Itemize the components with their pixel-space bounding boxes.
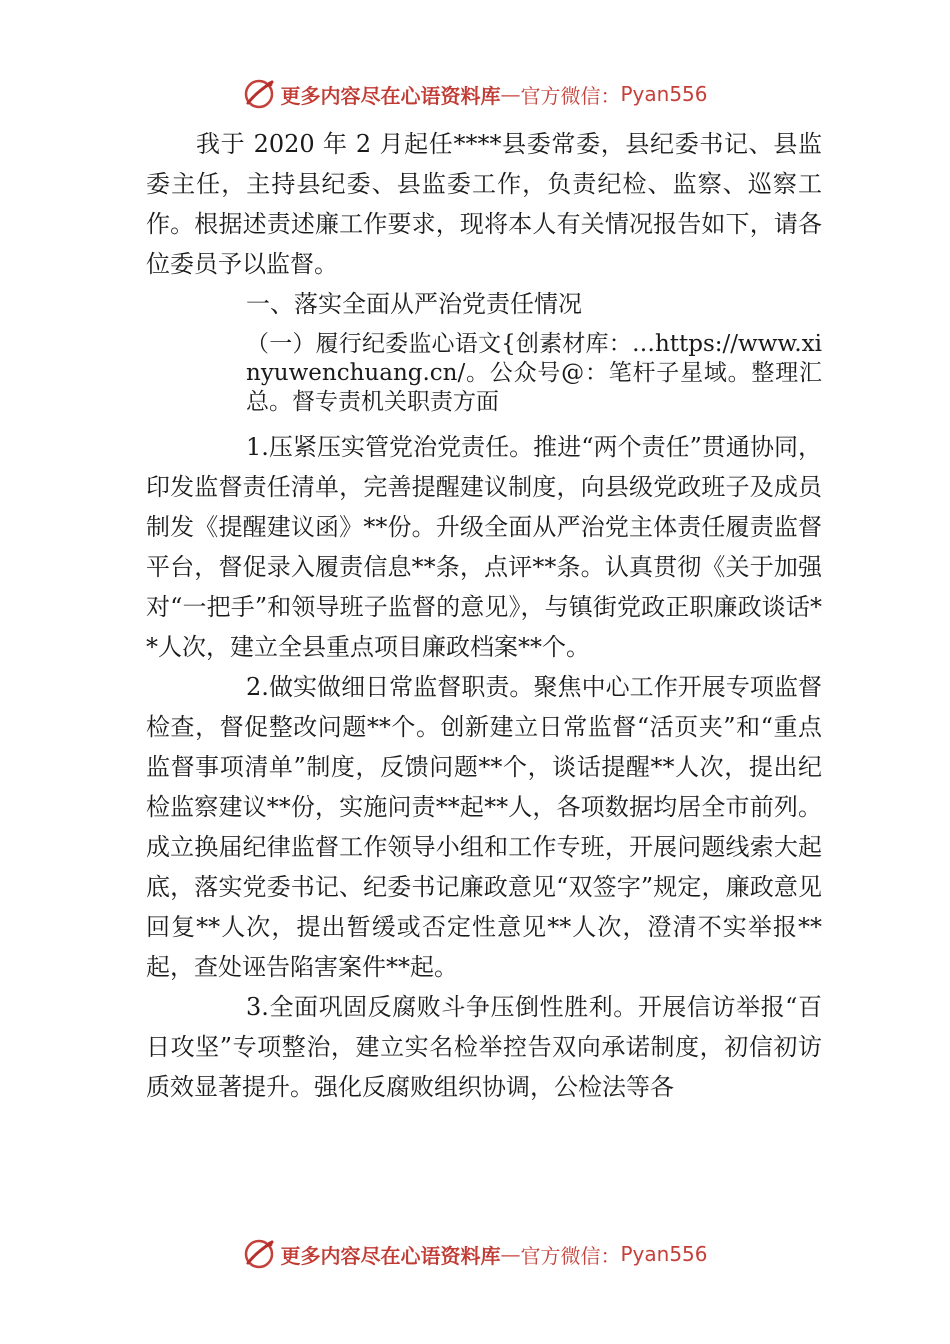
brush-logo-icon [242,1237,276,1271]
item-paragraph-3: 3.全面巩固反腐败斗争压倒性胜利。开展信访举报“百日攻坚”专项整治，建立实名检举控告双向承诺制度，初信初访质效显著提升。强化反腐败组织协调，公检法等各 [146,993,822,1101]
watermark-main-text: 更多内容尽在心语资料库 [280,83,501,108]
intro-paragraph: 我于 2020 年 2 月起任****县委常委，县纪委书记、县监委主任，主持县纪委、县监委工作，负责纪检、监察、巡察工作。根据述责述廉工作要求，现将本人有关情况报告如下，请各位委员予以监督。 [146,130,822,278]
watermark-main-text: 更多内容尽在心语资料库 [280,1243,501,1268]
section-heading: 一、落实全面从严治党责任情况 [246,290,582,318]
subsection-heading: （一）履行纪委监心语文{创素材库：…https://www.xinyuwenchuang.cn/。公众号@：笔杆子星域。整理汇总。督专责机关职责方面 [246,331,822,415]
watermark-dash: — [500,82,521,106]
watermark-footer [0,1234,950,1274]
item-paragraph-1: 1.压紧压实管党治党责任。推进“两个责任”贯通协同，印发监督责任清单，完善提醒建议制度，向县级党政班子及成员制发《提醒建议函》**份。升级全面从严治党主体责任履责监督平台，督促录入履责信息**条，点评**条。认真贯彻《关于加强对“一把手”和领导班子监督的意见》，与镇街党政正职廉政谈话**人次，建立全县重点项目廉政档案**个。 [146,433,822,661]
watermark-dash: — [500,1242,521,1266]
item-paragraph-2: 2.做实做细日常监督职责。聚焦中心工作开展专项监督检查，督促整改问题**个。创新建立日常监督“活页夹”和“重点监督事项清单”制度，反馈问题**个，谈话提醒**人次，提出纪检监察建议**份，实施问责**起**人，各项数据均居全市前列。成立换届纪律监督工作领导小组和工作专班，开展问题线索大起底，落实党委书记、纪委书记廉政意见“双签字”规定，廉政意见回复**人次，提出暂缓或否定性意见**人次，澄清不实举报**起，查处诬告陷害案件**起。 [146,673,822,981]
document-body [146,124,822,1107]
watermark-wechat-label: 官方微信： [520,1243,621,1268]
watermark-wechat-label: 官方微信： [520,83,621,108]
watermark-wechat-id: Pyan556 [620,82,708,106]
watermark-wechat-id: Pyan556 [620,1242,708,1266]
brush-logo-icon [242,77,276,111]
watermark-header [0,74,950,114]
